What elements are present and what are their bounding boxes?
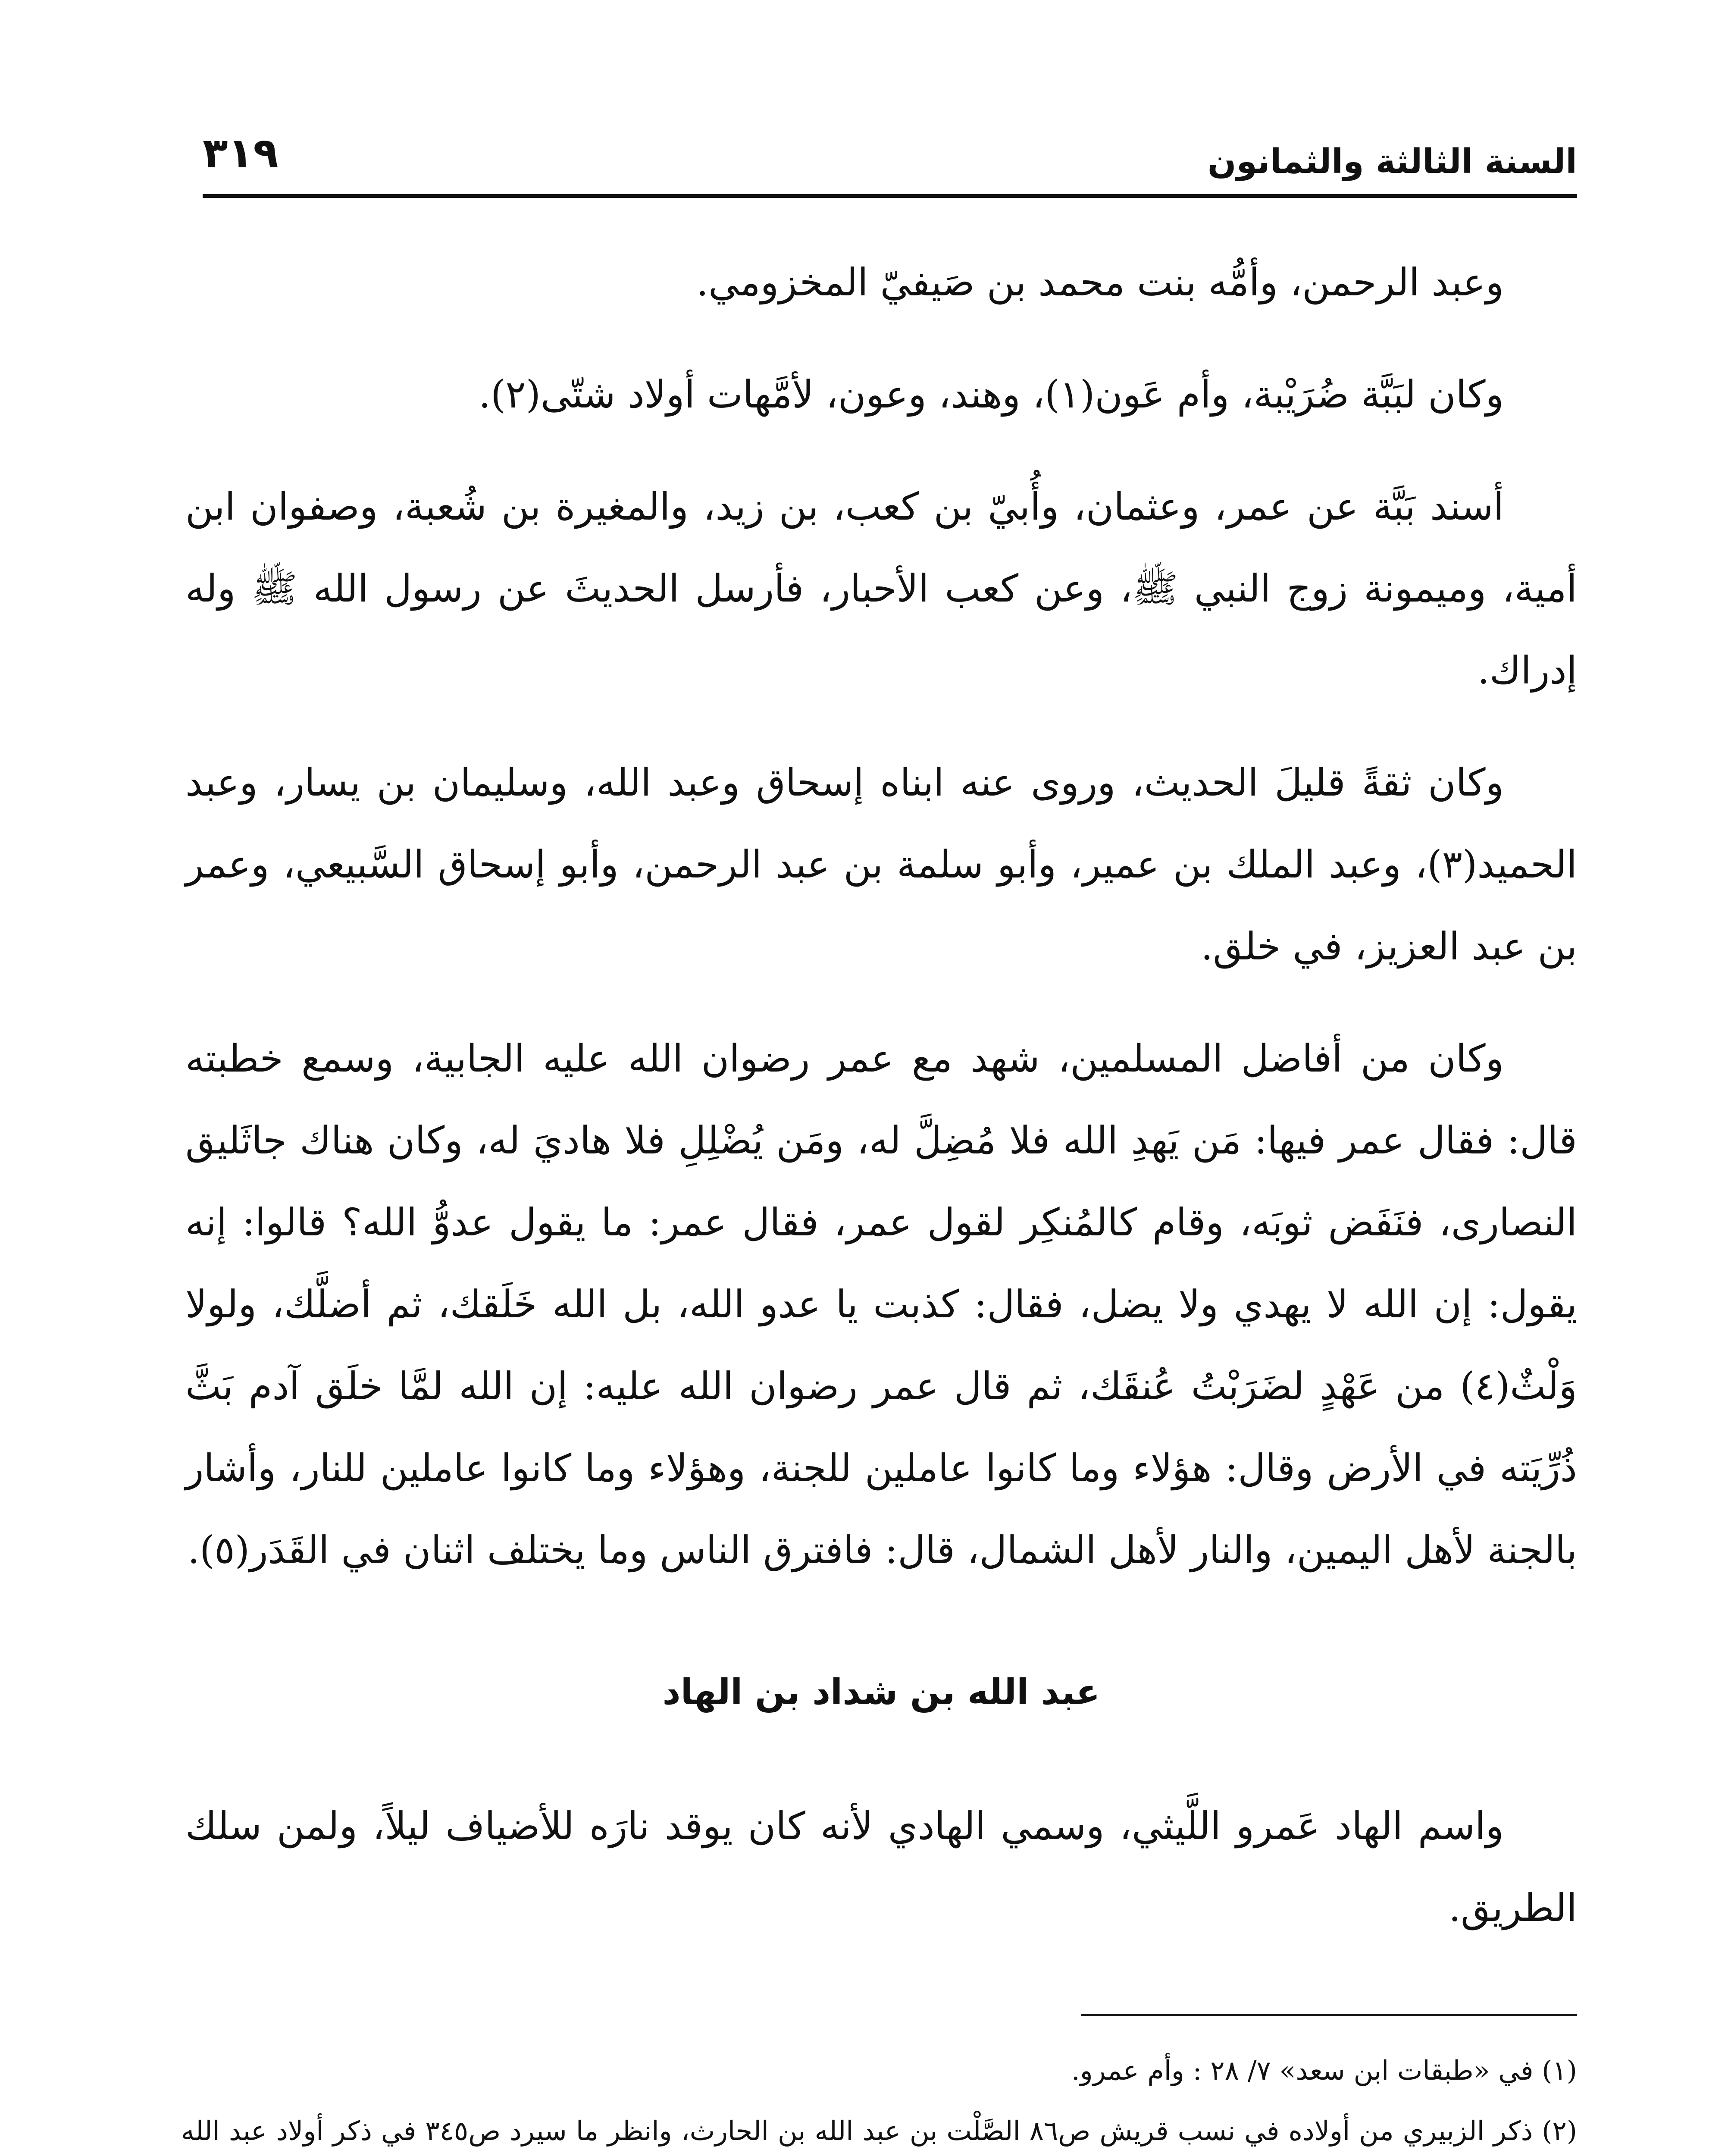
page-number: ٣١٩	[203, 129, 279, 177]
running-header	[203, 108, 1577, 194]
paragraph-4: وكان ثقةً قليلَ الحديث، وروى عنه ابناه إسحاق وعبد الله، وسليمان بن يسار، وعبد الحميد(٣)، وعبد الملك بن عمير، وأبو سلمة بن عبد الرحمن، وأبو إسحاق السَّبيعي، وعمر بن عبد العزيز، في خلق.	[185, 760, 1577, 968]
footnote-rule	[1081, 2014, 1577, 2016]
paragraph-3: أسند بَبَّة عن عمر، وعثمان، وأُبيّ بن كعب، بن زيد، والمغيرة بن شُعبة، وصفوان ابن أمية، وميمونة زوج النبي ﷺ، وعن كعب الأحبار، فأرسل الحديثَ عن رسول الله ﷺ وله إدراك.	[185, 484, 1577, 693]
header-rule	[203, 194, 1577, 198]
paragraph-1: وعبد الرحمن، وأمُّه بنت محمد بن صَيفيّ المخزومي.	[696, 260, 1504, 304]
paragraph-5: وكان من أفاضل المسلمين، شهد مع عمر رضوان الله عليه الجابية، وسمع خطبته قال: فقال عمر فيها: مَن يَهدِ الله فلا مُضِلَّ له، ومَن يُضْلِلِ فلا هاديَ له، وكان هناك جاثَليق النصارى، فنَفَض ثوبَه، وقام كالمُنكِر لقول عمر، فقال عمر: ما يقول عدوُّ الله؟ قالوا: إنه يقول: إن الله لا يهدي ولا يضل، فقال: كذبت يا عدو الله، بل الله خَلَقك، ثم أضلَّك، ولولا وَلْثٌ(٤) من عَهْدٍ لضَرَبْتُ عُنقَك، ثم قال عمر رضوان الله عليه: إن الله لمَّا خلَق آدم بَثَّ ذُرِّيَته في الأرض وقال: هؤلاء وما كانوا عاملين للجنة، وهؤلاء وما كانوا عاملين للنار، وأشار بالجنة لأهل اليمين، والنار لأهل الشمال، قال: فافترق الناس وما يختلف اثنان في القَدَر(٥).	[185, 1036, 1577, 1572]
footnote-1: (١) في «طبقات ابن سعد» ٧/ ٢٨ : وأم عمرو.	[1071, 2055, 1577, 2086]
main-text	[185, 241, 1577, 1979]
paragraph-2: وكان لبَبَّة ضُرَيْبة، وأم عَون(١)، وهند، وعون، لأمَّهات أولاد شتّى(٢).	[479, 372, 1504, 417]
footnotes	[181, 2044, 1577, 2156]
paragraph-6: واسم الهاد عَمرو اللَّيثي، وسمي الهادي لأنه كان يوقد نارَه للأضياف ليلاً، ولمن سلك الطريق.	[185, 1804, 1577, 1930]
section-title: عبد الله بن شداد بن الهاد	[662, 1672, 1100, 1713]
footnote-2: (٢) ذكر الزبيري من أولاده في نسب قريش ص٨٦ الصَّلْت بن عبد الله بن الحارث، وانظر ما سيرد ص٣٤٥ في ذكر أولاد عبد الله	[181, 2115, 1577, 2147]
running-title: السنة الثالثة والثمانون	[1207, 142, 1577, 181]
